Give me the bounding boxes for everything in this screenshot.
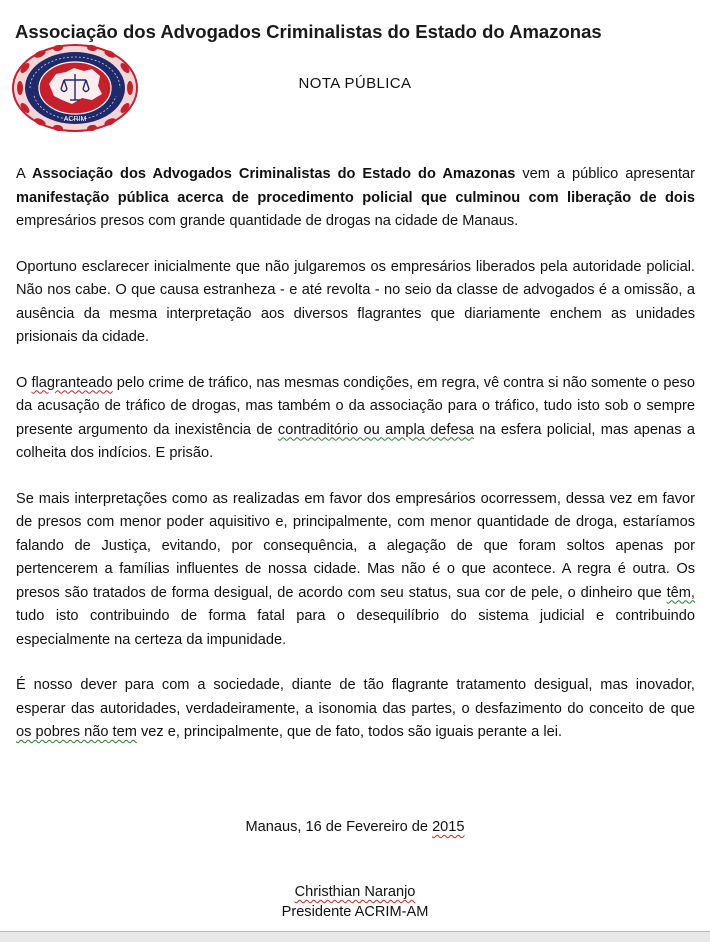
grammar-flag: têm, [666, 584, 695, 601]
logo-caption: ACRIM [63, 116, 87, 123]
paragraph-4: Se mais interpretações como as realizadas em favor dos empresários ocorressem, dessa vez em favor de presos com menor poder aquisitivo e, principalmente, com menor quantidade de droga, estaríamos falando de Justiça, evitando, por consequência, a alegação de que foram soltos apenas por pertencerem a famílias influentes de nossa cidade. Mas não é o que acontece. A regra é outra. Os presos são tratados de forma desigual, de acordo com seu status, sua cor de pele, o dinheiro que têm, tudo isto contribuindo de forma fatal para o desequilíbrio do sistema judicial e contribuindo especialmente na certeza da impunidade. [16, 490, 695, 648]
paragraph-5: É nosso dever para com a sociedade, diante de tão flagrante tratamento desigual, mas inovador, esperar das autoridades, verdadeiramente, a isonomia das partes, o desfazimento do conceito de que os pobres não tem vez e, principalmente, que de fato, todos são iguais perante a lei. [16, 677, 695, 740]
organization-title: Associação dos Advogados Criminalistas do Estado do Amazonas [15, 21, 602, 42]
signer-name: Christhian Naranjo [294, 884, 416, 900]
grammar-flag: os pobres não tem [16, 724, 137, 740]
paragraph-1: A Associação dos Advogados Criminalistas do Estado do Amazonas vem a público apresentar manifestação pública acerca de procedimento policial que culminou com liberação de dois empresários presos com grande quantidade de drogas na cidade de Manaus. [16, 166, 696, 229]
grammar-flag: contraditório ou ampla defesa [277, 421, 475, 438]
signer-role: Presidente ACRIM-AM [281, 904, 429, 920]
spelling-flag: flagranteado [31, 374, 113, 391]
signature-block [0, 882, 710, 922]
nota-publica-heading: NOTA PÚBLICA [298, 75, 412, 92]
page-bottom-edge [0, 931, 710, 942]
document-date: Manaus, 16 de Fevereiro de 2015 [245, 819, 465, 835]
document-body [16, 163, 695, 767]
paragraph-2: Oportuno esclarecer inicialmente que não julgaremos os empresários liberados pela autoridade policial. Não nos cabe. O que causa estranheza - e até revolta - no seio da classe de advogados é a omissão, a ausência da mesma interpretação aos diversos flagrantes que diariamente enchem as unidades prisionais da cidade. [16, 258, 695, 345]
paragraph-3: O flagranteado pelo crime de tráfico, nas mesmas condições, em regra, vê contra si não somente o peso da acusação de tráfico de drogas, mas também o da associação para o tráfico, tudo isto sob o sempre presente argumento da inexistência de contraditório ou ampla defesa na esfera policial, mas apenas a colheita dos indícios. E prisão. [16, 374, 696, 461]
